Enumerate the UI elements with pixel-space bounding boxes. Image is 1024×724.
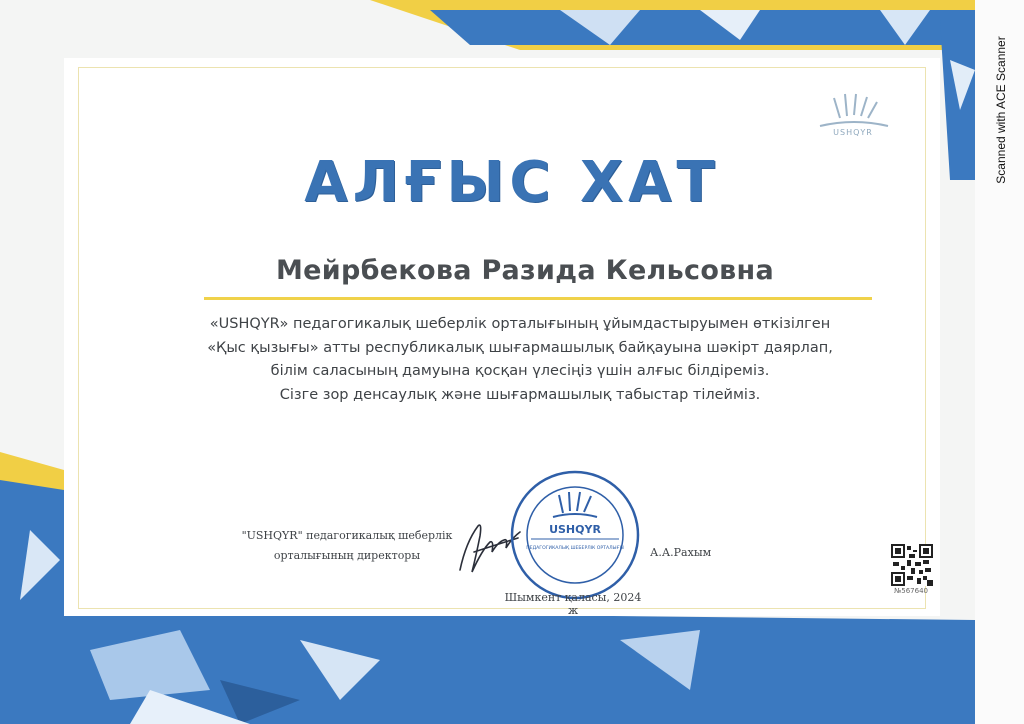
scanner-watermark	[987, 22, 1015, 197]
stamp-subtitle: ПЕДАГОГИКАЛЫҚ ШЕБЕРЛІК ОРТАЛЫҒЫ	[526, 546, 624, 551]
stamp-center-text: USHQYR	[549, 523, 601, 536]
official-stamp	[505, 465, 645, 605]
director-title-line: орталығының директоры	[273, 549, 421, 562]
place-and-date: Шымкент қаласы, 2024 ж	[504, 591, 642, 617]
body-line: білім саласының дамуына қосқан үлесіңіз үшін алғыс білдіреміз.	[270, 363, 770, 379]
certificate-number: №567640	[893, 587, 928, 595]
director-title-line: "USHQYR" педагогикалық шеберлік	[241, 529, 453, 542]
qr-code-icon	[891, 544, 933, 586]
body-line: «USHQYR» педагогикалық шеберлік орталығының ұйымдастыруымен өткізілген	[209, 316, 831, 332]
watermark-text: Scanned with ACE Scanner	[994, 36, 1008, 184]
body-line: Сізге зор денсаулық және шығармашылық табыстар тілейміз.	[279, 386, 761, 403]
body-line: «Қыс қызығы» атты республикалық шығармашылық байқауына шәкірт даярлап,	[207, 339, 833, 356]
director-title	[232, 526, 462, 566]
director-name: А.А.Рахым	[650, 546, 712, 559]
logo-wordmark: USHQYR	[833, 128, 873, 137]
certificate-body	[110, 313, 930, 407]
recipient-underline	[204, 297, 872, 300]
certificate-title: АЛҒЫС ХАТ	[304, 150, 720, 215]
recipient-name: Мейрбекова Разида Кельсовна	[275, 255, 775, 286]
